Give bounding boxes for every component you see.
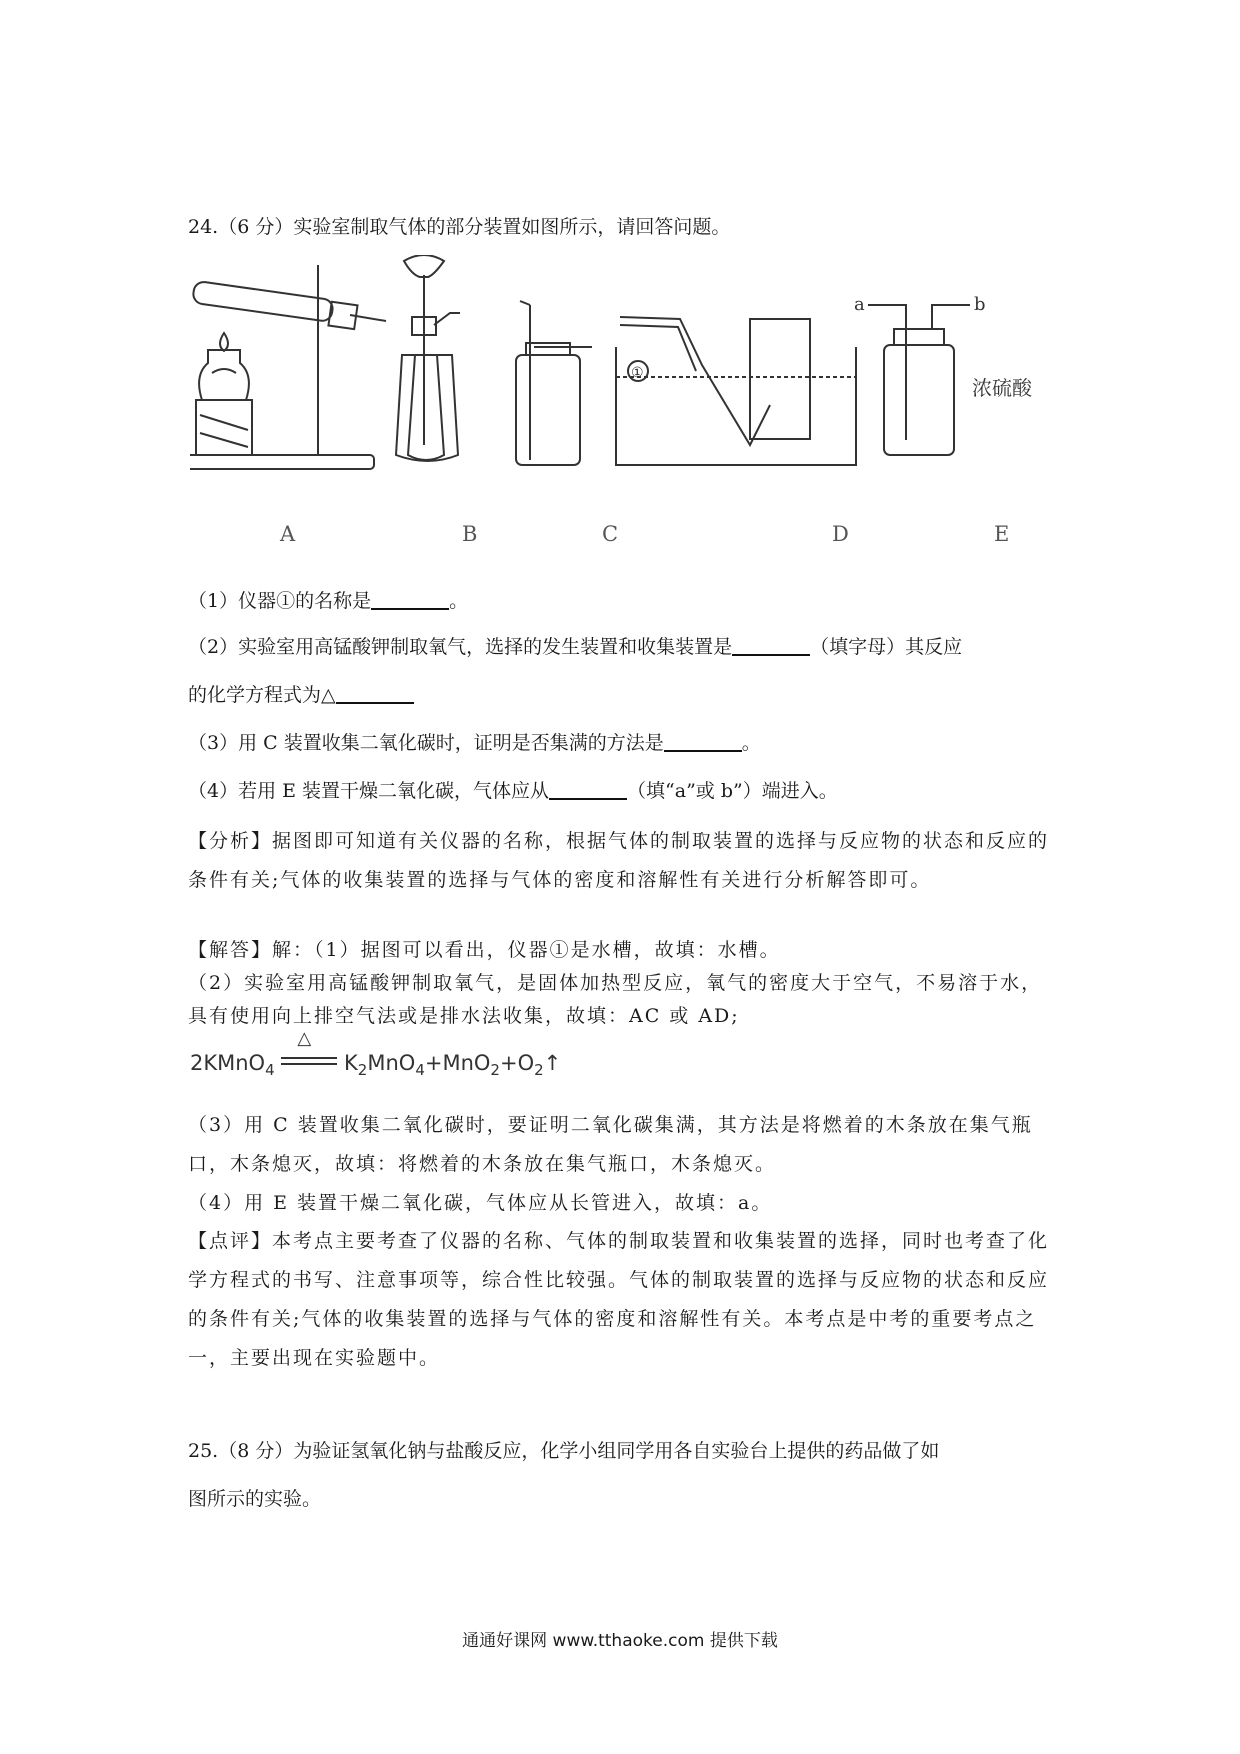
answer-section — [188, 934, 1058, 1033]
label-b: B — [462, 522, 478, 546]
page-footer: 通通好课网 www.tthaoke.com 提供下载 — [462, 1631, 778, 1651]
answer-1: 【解答】解：（1）据图可以看出，仪器①是水槽，故填：水槽。 — [188, 939, 781, 961]
comment: 【点评】本考点主要考查了仪器的名称、气体的制取装置和收集装置的选择，同时也考查了化学方程式的书写、注意事项等，综合性比较强。气体的制取装置的选择与反应物的状态和反应的条件有关;气体的收集装置的选择与气体的密度和溶解性有关。本考点是中考的重要考点之一，主要出现在实验题中。 — [188, 1230, 1050, 1369]
label-c: C — [602, 522, 619, 546]
label-e: E — [994, 522, 1010, 546]
q25-title-line2: 图所示的实验。 — [188, 1488, 322, 1510]
q24-sub1: （1）仪器①的名称是 。 — [188, 590, 469, 612]
q24-title: 24.（6 分）实验室制取气体的部分装置如图所示，请回答问题。 — [188, 216, 731, 238]
label-a: A — [280, 522, 296, 546]
q25-title: 25.（8 分）为验证氢氧化钠与盐酸反应，化学小组同学用各自实验台上提供的药品做了如 — [188, 1440, 940, 1462]
apparatus-a — [190, 265, 386, 469]
q24-sub2-line2: 的化学方程式为△ — [188, 680, 414, 707]
apparatus-b — [396, 255, 460, 461]
answer-blank-5[interactable] — [549, 780, 627, 800]
answer-4: （4）用 E 装置干燥二氧化碳，气体应从长管进入，故填：a。 — [188, 1192, 773, 1214]
port-a-label: a — [854, 294, 865, 315]
answer-blank-2[interactable] — [732, 636, 810, 656]
apparatus-c — [516, 301, 592, 465]
q24-sub2: （2）实验室用高锰酸钾制取氧气，选择的发生装置和收集装置是 （填字母）其反应 — [188, 636, 963, 658]
circle-label: ① — [631, 365, 644, 381]
label-d: D — [832, 522, 849, 546]
answer-3: （3）用 C 装置收集二氧化碳时，要证明二氧化碳集满，其方法是将燃着的木条放在集气瓶口，木条熄灭，故填：将燃着的木条放在集气瓶口，木条熄灭。 — [188, 1114, 1033, 1175]
port-b-label: b — [974, 294, 986, 315]
apparatus-d — [616, 317, 856, 465]
heat-arrow: △ — [281, 1048, 337, 1072]
answer-2: （2）实验室用高锰酸钾制取氧气，是固体加热型反应，氧气的密度大于空气，不易溶于水，具有使用向上排空气法或是排水法收集，故填：AC 或 AD; — [188, 972, 1043, 1027]
analysis: 【分析】据图即可知道有关仪器的名称，根据气体的制取装置的选择与反应物的状态和反应的条件有关;气体的收集装置的选择与气体的密度和溶解性有关进行分析解答即可。 — [188, 830, 1050, 891]
answer-blank-3[interactable] — [336, 684, 414, 704]
q24-sub3: （3）用 C 装置收集二氧化碳时，证明是否集满的方法是 。 — [188, 732, 761, 754]
q24-sub4: （4）若用 E 装置干燥二氧化碳，气体应从 （填“a”或 b”）端进入。 — [188, 780, 838, 802]
chemical-equation: 2KMnO$_4$ △ $K_2MnO_4+MnO_2+O_2↑$ — [190, 1028, 562, 1080]
apparatus-e — [868, 305, 970, 455]
answer-blank-4[interactable] — [664, 732, 742, 752]
apparatus-diagram — [190, 255, 1070, 515]
acid-label: 浓硫酸 — [972, 376, 1032, 400]
answer-blank-1[interactable] — [371, 590, 449, 610]
